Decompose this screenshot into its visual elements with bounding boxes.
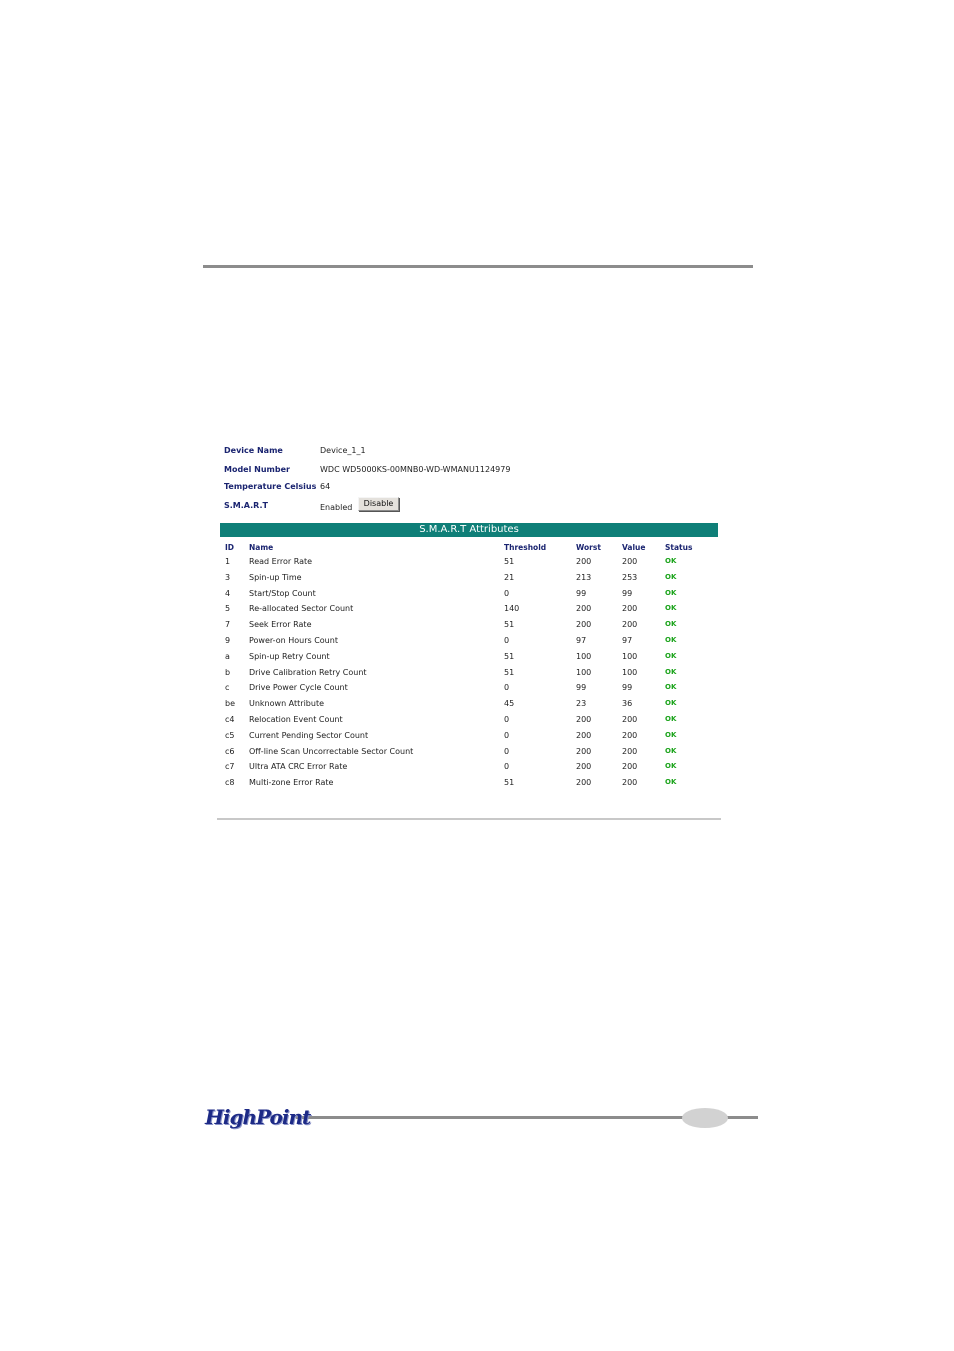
attribute-value: 200 — [622, 557, 638, 566]
attribute-status: OK — [665, 746, 677, 755]
table-row — [220, 668, 718, 682]
attribute-threshold: 0 — [504, 588, 510, 598]
attribute-status: OK — [665, 620, 677, 629]
column-header-id: ID — [225, 543, 235, 552]
attribute-worst: 200 — [576, 778, 592, 788]
attribute-threshold: 21 — [504, 572, 515, 582]
attribute-name: Start/Stop Count — [249, 588, 316, 598]
table-row — [220, 683, 718, 697]
table-row — [220, 620, 718, 634]
attribute-threshold: 0 — [504, 730, 510, 740]
attribute-status: OK — [665, 730, 677, 739]
attribute-status: OK — [665, 572, 677, 581]
attribute-value: 200 — [622, 746, 638, 756]
highpoint-logo: HighPoint — [205, 1105, 311, 1129]
page-number-badge — [682, 1108, 728, 1128]
column-header-value: Value — [622, 543, 646, 552]
smart-attributes-title: S.M.A.R.T Attributes — [220, 523, 718, 537]
top-divider — [203, 265, 753, 268]
attribute-threshold: 0 — [504, 746, 510, 756]
attribute-status: OK — [665, 683, 677, 692]
attribute-name: Off-line Scan Uncorrectable Sector Count — [249, 746, 414, 756]
attribute-id: 7 — [225, 620, 231, 630]
attribute-status: OK — [665, 762, 677, 771]
attribute-value: 200 — [622, 620, 638, 630]
attribute-worst: 200 — [576, 620, 592, 630]
attribute-status: OK — [665, 778, 677, 787]
table-row — [220, 636, 718, 650]
attribute-id: 5 — [225, 604, 231, 614]
attribute-id: c6 — [225, 746, 235, 756]
attribute-name: Current Pending Sector Count — [249, 730, 369, 740]
attribute-status: OK — [665, 604, 677, 613]
smart-label: S.M.A.R.T — [224, 501, 268, 510]
model-number-value: WDC WD5000KS-00MNB0-WD-WMANU1124979 — [320, 465, 511, 474]
attribute-value: 200 — [622, 762, 638, 772]
temperature-label: Temperature Celsius — [224, 482, 317, 491]
attribute-worst: 23 — [576, 699, 587, 709]
table-row — [220, 747, 718, 761]
attribute-worst: 100 — [576, 651, 592, 661]
attribute-id: 4 — [225, 588, 231, 598]
attribute-value: 200 — [622, 778, 638, 788]
attribute-status: OK — [665, 667, 677, 676]
attribute-name: Seek Error Rate — [249, 620, 312, 630]
attribute-threshold: 51 — [504, 778, 515, 788]
attribute-id: be — [225, 699, 235, 709]
attribute-value: 97 — [622, 636, 633, 645]
attribute-worst: 200 — [576, 730, 592, 740]
table-row — [220, 699, 718, 713]
attribute-name: Power-on Hours Count — [249, 636, 338, 645]
attribute-worst: 200 — [576, 715, 592, 724]
column-header-status: Status — [665, 543, 693, 552]
attribute-name: Spin-up Time — [249, 572, 302, 582]
attribute-name: Drive Power Cycle Count — [249, 683, 348, 693]
attribute-id: a — [225, 651, 230, 661]
table-row — [220, 715, 718, 729]
attribute-worst: 97 — [576, 636, 587, 645]
attribute-name: Unknown Attribute — [249, 699, 325, 709]
attribute-threshold: 51 — [504, 620, 515, 630]
temperature-value: 64 — [320, 482, 331, 491]
attribute-value: 253 — [622, 572, 638, 582]
attribute-name: Relocation Event Count — [249, 715, 343, 724]
table-row — [220, 573, 718, 587]
smart-status-value: Enabled — [320, 503, 353, 512]
attribute-value: 200 — [622, 730, 638, 740]
attribute-threshold: 0 — [504, 683, 510, 693]
attribute-id: 9 — [225, 636, 231, 645]
attribute-id: c5 — [225, 730, 235, 740]
attribute-threshold: 0 — [504, 715, 510, 724]
table-row — [220, 604, 718, 618]
attribute-id: c4 — [225, 715, 235, 724]
attribute-id: c7 — [225, 762, 235, 772]
attribute-status: OK — [665, 636, 677, 644]
table-row — [220, 589, 718, 603]
attribute-threshold: 0 — [504, 636, 510, 645]
attribute-value: 200 — [622, 604, 638, 614]
column-header-threshold: Threshold — [504, 543, 547, 552]
attribute-worst: 99 — [576, 588, 587, 598]
attribute-worst: 213 — [576, 572, 592, 582]
attribute-name: Ultra ATA CRC Error Rate — [249, 762, 348, 772]
device-name-value: Device_1_1 — [320, 446, 366, 455]
attribute-value: 99 — [622, 683, 633, 693]
column-header-name: Name — [249, 543, 274, 552]
attribute-worst: 200 — [576, 762, 592, 772]
table-row — [220, 731, 718, 745]
panel-bottom-divider — [217, 818, 721, 820]
attribute-value: 200 — [622, 715, 638, 724]
attribute-id: c — [225, 683, 230, 693]
attribute-value: 100 — [622, 667, 638, 677]
attribute-worst: 99 — [576, 683, 587, 693]
attribute-worst: 200 — [576, 557, 592, 566]
attribute-value: 36 — [622, 699, 633, 709]
attribute-status: OK — [665, 651, 677, 660]
attribute-threshold: 51 — [504, 651, 515, 661]
table-row — [220, 652, 718, 666]
attribute-status: OK — [665, 715, 677, 723]
disable-smart-button[interactable]: Disable — [358, 497, 399, 511]
attribute-threshold: 140 — [504, 604, 520, 614]
column-header-worst: Worst — [576, 543, 601, 552]
attribute-worst: 200 — [576, 604, 592, 614]
attribute-status: OK — [665, 588, 677, 597]
model-number-label: Model Number — [224, 465, 290, 474]
attribute-value: 100 — [622, 651, 638, 661]
table-row — [220, 762, 718, 776]
attribute-name: Multi-zone Error Rate — [249, 778, 334, 788]
attribute-status: OK — [665, 557, 677, 565]
attribute-worst: 200 — [576, 746, 592, 756]
attribute-threshold: 0 — [504, 762, 510, 772]
table-row — [220, 778, 718, 792]
attribute-name: Read Error Rate — [249, 557, 313, 566]
attribute-id: c8 — [225, 778, 235, 788]
attribute-value: 99 — [622, 588, 633, 598]
attribute-name: Drive Calibration Retry Count — [249, 667, 367, 677]
attribute-id: b — [225, 667, 231, 677]
attribute-name: Spin-up Retry Count — [249, 651, 330, 661]
attribute-id: 3 — [225, 572, 231, 582]
attribute-worst: 100 — [576, 667, 592, 677]
device-name-label: Device Name — [224, 446, 283, 455]
attribute-threshold: 45 — [504, 699, 515, 709]
attribute-status: OK — [665, 699, 677, 708]
attribute-id: 1 — [225, 557, 231, 566]
attribute-threshold: 51 — [504, 557, 515, 566]
attribute-threshold: 51 — [504, 667, 515, 677]
attribute-name: Re-allocated Sector Count — [249, 604, 354, 614]
table-row — [220, 557, 718, 571]
